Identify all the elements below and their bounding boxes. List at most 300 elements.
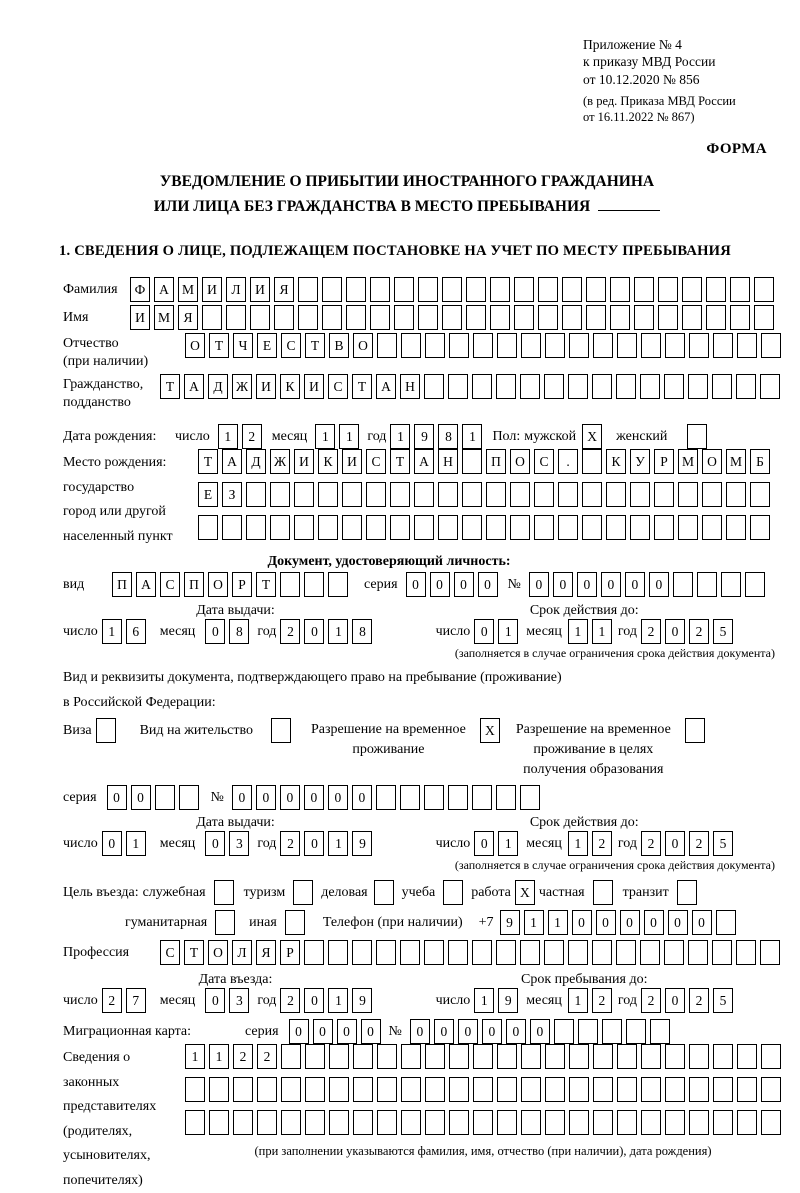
- form-cell[interactable]: [486, 482, 506, 507]
- form-cell[interactable]: 0: [205, 988, 225, 1013]
- form-cell[interactable]: М: [154, 305, 174, 330]
- form-cell[interactable]: Ф: [130, 277, 150, 302]
- form-cell[interactable]: [424, 940, 444, 965]
- form-cell[interactable]: [688, 374, 708, 399]
- form-cell[interactable]: [737, 1077, 757, 1102]
- form-cell[interactable]: 0: [352, 785, 372, 810]
- form-cell[interactable]: 3: [229, 831, 249, 856]
- form-cell[interactable]: [425, 1044, 445, 1069]
- form-cell[interactable]: 0: [434, 1019, 454, 1044]
- form-cell[interactable]: [682, 277, 702, 302]
- form-cell[interactable]: [274, 305, 294, 330]
- form-cell[interactable]: 0: [406, 572, 426, 597]
- form-cell[interactable]: 1: [462, 424, 482, 449]
- form-cell[interactable]: З: [222, 482, 242, 507]
- form-cell[interactable]: [737, 333, 757, 358]
- form-cell[interactable]: М: [726, 449, 746, 474]
- form-cell[interactable]: [377, 1044, 397, 1069]
- form-cell[interactable]: [209, 1110, 229, 1135]
- form-cell[interactable]: [730, 277, 750, 302]
- form-cell[interactable]: [418, 277, 438, 302]
- form-cell[interactable]: А: [222, 449, 242, 474]
- form-cell[interactable]: X: [480, 718, 500, 743]
- form-cell[interactable]: [473, 1077, 493, 1102]
- form-cell[interactable]: [568, 374, 588, 399]
- form-cell[interactable]: [713, 1044, 733, 1069]
- form-cell[interactable]: [654, 515, 674, 540]
- form-cell[interactable]: [677, 880, 697, 905]
- form-cell[interactable]: 0: [304, 831, 324, 856]
- form-cell[interactable]: [664, 374, 684, 399]
- form-cell[interactable]: 2: [280, 619, 300, 644]
- form-cell[interactable]: 1: [390, 424, 410, 449]
- form-cell[interactable]: [472, 785, 492, 810]
- form-cell[interactable]: [521, 1044, 541, 1069]
- form-cell[interactable]: А: [414, 449, 434, 474]
- form-cell[interactable]: [329, 1044, 349, 1069]
- form-cell[interactable]: [400, 785, 420, 810]
- form-cell[interactable]: 2: [592, 831, 612, 856]
- form-cell[interactable]: [592, 940, 612, 965]
- form-cell[interactable]: [745, 572, 765, 597]
- form-cell[interactable]: [610, 305, 630, 330]
- form-cell[interactable]: [593, 1110, 613, 1135]
- form-cell[interactable]: [538, 305, 558, 330]
- form-cell[interactable]: Н: [400, 374, 420, 399]
- form-cell[interactable]: [353, 1044, 373, 1069]
- form-cell[interactable]: 2: [280, 988, 300, 1013]
- form-cell[interactable]: [394, 277, 414, 302]
- form-cell[interactable]: [226, 305, 246, 330]
- form-cell[interactable]: [366, 482, 386, 507]
- form-cell[interactable]: 0: [665, 619, 685, 644]
- form-cell[interactable]: 8: [229, 619, 249, 644]
- form-cell[interactable]: [593, 333, 613, 358]
- form-cell[interactable]: [569, 1044, 589, 1069]
- form-cell[interactable]: Т: [256, 572, 276, 597]
- form-cell[interactable]: С: [160, 572, 180, 597]
- form-cell[interactable]: [568, 940, 588, 965]
- form-cell[interactable]: 1: [102, 619, 122, 644]
- form-cell[interactable]: 0: [361, 1019, 381, 1044]
- form-cell[interactable]: [558, 482, 578, 507]
- form-cell[interactable]: 1: [498, 619, 518, 644]
- form-cell[interactable]: 0: [289, 1019, 309, 1044]
- form-cell[interactable]: [270, 482, 290, 507]
- form-cell[interactable]: А: [184, 374, 204, 399]
- form-cell[interactable]: [689, 333, 709, 358]
- form-cell[interactable]: [281, 1077, 301, 1102]
- form-cell[interactable]: [449, 1044, 469, 1069]
- form-cell[interactable]: [418, 305, 438, 330]
- form-cell[interactable]: [582, 482, 602, 507]
- form-cell[interactable]: [370, 277, 390, 302]
- form-cell[interactable]: 0: [529, 572, 549, 597]
- form-cell[interactable]: [304, 572, 324, 597]
- form-cell[interactable]: 0: [474, 831, 494, 856]
- form-cell[interactable]: [490, 277, 510, 302]
- form-cell[interactable]: [641, 1110, 661, 1135]
- form-cell[interactable]: 0: [572, 910, 592, 935]
- form-cell[interactable]: [209, 1077, 229, 1102]
- form-cell[interactable]: [654, 482, 674, 507]
- form-cell[interactable]: 1: [568, 619, 588, 644]
- form-cell[interactable]: 2: [641, 988, 661, 1013]
- form-cell[interactable]: [658, 305, 678, 330]
- form-cell[interactable]: [593, 1077, 613, 1102]
- form-cell[interactable]: [678, 482, 698, 507]
- form-cell[interactable]: [706, 305, 726, 330]
- form-cell[interactable]: [673, 572, 693, 597]
- form-cell[interactable]: [281, 1110, 301, 1135]
- form-cell[interactable]: [545, 1077, 565, 1102]
- form-cell[interactable]: 1: [548, 910, 568, 935]
- form-cell[interactable]: [544, 374, 564, 399]
- form-cell[interactable]: [425, 1110, 445, 1135]
- form-cell[interactable]: Я: [178, 305, 198, 330]
- form-cell[interactable]: [713, 333, 733, 358]
- form-cell[interactable]: [304, 940, 324, 965]
- form-cell[interactable]: [545, 333, 565, 358]
- form-cell[interactable]: [610, 277, 630, 302]
- form-cell[interactable]: 0: [131, 785, 151, 810]
- form-cell[interactable]: С: [160, 940, 180, 965]
- form-cell[interactable]: [377, 1110, 397, 1135]
- form-cell[interactable]: 0: [478, 572, 498, 597]
- form-cell[interactable]: [760, 940, 780, 965]
- form-cell[interactable]: 0: [474, 619, 494, 644]
- form-cell[interactable]: [689, 1044, 709, 1069]
- form-cell[interactable]: [449, 333, 469, 358]
- form-cell[interactable]: [424, 785, 444, 810]
- form-cell[interactable]: О: [353, 333, 373, 358]
- form-cell[interactable]: [544, 940, 564, 965]
- form-cell[interactable]: 0: [665, 831, 685, 856]
- form-cell[interactable]: [329, 1110, 349, 1135]
- form-cell[interactable]: [424, 374, 444, 399]
- form-cell[interactable]: 0: [668, 910, 688, 935]
- form-cell[interactable]: О: [208, 572, 228, 597]
- form-cell[interactable]: 0: [107, 785, 127, 810]
- form-cell[interactable]: [510, 482, 530, 507]
- form-cell[interactable]: [716, 910, 736, 935]
- form-cell[interactable]: [582, 515, 602, 540]
- form-cell[interactable]: [737, 1110, 757, 1135]
- form-cell[interactable]: [298, 305, 318, 330]
- form-cell[interactable]: [490, 305, 510, 330]
- form-cell[interactable]: И: [130, 305, 150, 330]
- form-cell[interactable]: И: [304, 374, 324, 399]
- form-cell[interactable]: 2: [257, 1044, 277, 1069]
- form-cell[interactable]: [400, 940, 420, 965]
- form-cell[interactable]: [712, 374, 732, 399]
- form-cell[interactable]: [442, 305, 462, 330]
- form-cell[interactable]: [634, 277, 654, 302]
- form-cell[interactable]: 0: [102, 831, 122, 856]
- form-cell[interactable]: [448, 785, 468, 810]
- form-cell[interactable]: Е: [198, 482, 218, 507]
- form-cell[interactable]: 2: [689, 619, 709, 644]
- form-cell[interactable]: С: [328, 374, 348, 399]
- form-cell[interactable]: Т: [390, 449, 410, 474]
- form-cell[interactable]: [521, 1110, 541, 1135]
- form-cell[interactable]: 8: [352, 619, 372, 644]
- form-cell[interactable]: 2: [280, 831, 300, 856]
- form-cell[interactable]: [617, 1077, 637, 1102]
- form-cell[interactable]: Л: [232, 940, 252, 965]
- form-cell[interactable]: [665, 333, 685, 358]
- form-cell[interactable]: [602, 1019, 622, 1044]
- form-cell[interactable]: Т: [352, 374, 372, 399]
- form-cell[interactable]: [606, 482, 626, 507]
- form-cell[interactable]: 8: [438, 424, 458, 449]
- form-cell[interactable]: 9: [352, 988, 372, 1013]
- form-cell[interactable]: Н: [438, 449, 458, 474]
- form-cell[interactable]: 2: [242, 424, 262, 449]
- form-cell[interactable]: 1: [474, 988, 494, 1013]
- form-cell[interactable]: [233, 1077, 253, 1102]
- form-cell[interactable]: 2: [641, 831, 661, 856]
- form-cell[interactable]: [271, 718, 291, 743]
- form-cell[interactable]: [682, 305, 702, 330]
- form-cell[interactable]: [298, 277, 318, 302]
- form-cell[interactable]: [293, 880, 313, 905]
- form-cell[interactable]: М: [678, 449, 698, 474]
- form-cell[interactable]: 1: [328, 831, 348, 856]
- form-cell[interactable]: Л: [226, 277, 246, 302]
- form-cell[interactable]: В: [329, 333, 349, 358]
- form-cell[interactable]: Р: [232, 572, 252, 597]
- form-cell[interactable]: [593, 1044, 613, 1069]
- form-cell[interactable]: [664, 940, 684, 965]
- form-cell[interactable]: [617, 1110, 637, 1135]
- form-cell[interactable]: [520, 940, 540, 965]
- form-cell[interactable]: [510, 515, 530, 540]
- form-cell[interactable]: 0: [644, 910, 664, 935]
- form-cell[interactable]: 5: [713, 988, 733, 1013]
- form-cell[interactable]: Р: [654, 449, 674, 474]
- form-cell[interactable]: [346, 277, 366, 302]
- form-cell[interactable]: 2: [102, 988, 122, 1013]
- form-cell[interactable]: [329, 1077, 349, 1102]
- form-cell[interactable]: Д: [208, 374, 228, 399]
- form-cell[interactable]: [414, 515, 434, 540]
- form-cell[interactable]: [569, 1110, 589, 1135]
- form-cell[interactable]: [155, 785, 175, 810]
- form-cell[interactable]: [496, 785, 516, 810]
- form-cell[interactable]: [374, 880, 394, 905]
- form-cell[interactable]: А: [136, 572, 156, 597]
- form-cell[interactable]: [270, 515, 290, 540]
- form-cell[interactable]: 6: [126, 619, 146, 644]
- form-cell[interactable]: [750, 515, 770, 540]
- form-cell[interactable]: [761, 1077, 781, 1102]
- form-cell[interactable]: 0: [601, 572, 621, 597]
- form-cell[interactable]: [702, 482, 722, 507]
- form-cell[interactable]: [689, 1077, 709, 1102]
- form-cell[interactable]: О: [702, 449, 722, 474]
- form-cell[interactable]: Т: [198, 449, 218, 474]
- form-cell[interactable]: [658, 277, 678, 302]
- form-cell[interactable]: [641, 333, 661, 358]
- form-cell[interactable]: [486, 515, 506, 540]
- form-cell[interactable]: [401, 1110, 421, 1135]
- form-cell[interactable]: К: [318, 449, 338, 474]
- form-cell[interactable]: [617, 333, 637, 358]
- form-cell[interactable]: 5: [713, 831, 733, 856]
- form-cell[interactable]: П: [486, 449, 506, 474]
- form-cell[interactable]: О: [510, 449, 530, 474]
- form-cell[interactable]: [578, 1019, 598, 1044]
- form-cell[interactable]: [634, 305, 654, 330]
- form-cell[interactable]: 1: [209, 1044, 229, 1069]
- form-cell[interactable]: [202, 305, 222, 330]
- form-cell[interactable]: [449, 1077, 469, 1102]
- form-cell[interactable]: 3: [229, 988, 249, 1013]
- form-cell[interactable]: 5: [713, 619, 733, 644]
- form-cell[interactable]: Р: [280, 940, 300, 965]
- form-cell[interactable]: [593, 880, 613, 905]
- form-cell[interactable]: [514, 305, 534, 330]
- form-cell[interactable]: [582, 449, 602, 474]
- form-cell[interactable]: [687, 424, 707, 449]
- form-cell[interactable]: [401, 1044, 421, 1069]
- form-cell[interactable]: Ж: [270, 449, 290, 474]
- form-cell[interactable]: [246, 482, 266, 507]
- form-cell[interactable]: [462, 515, 482, 540]
- form-cell[interactable]: [401, 333, 421, 358]
- form-cell[interactable]: [586, 277, 606, 302]
- form-cell[interactable]: 7: [126, 988, 146, 1013]
- form-cell[interactable]: 0: [304, 785, 324, 810]
- form-cell[interactable]: [497, 333, 517, 358]
- form-cell[interactable]: 0: [506, 1019, 526, 1044]
- form-cell[interactable]: [448, 374, 468, 399]
- form-cell[interactable]: [222, 515, 242, 540]
- form-cell[interactable]: [462, 482, 482, 507]
- form-cell[interactable]: 1: [328, 988, 348, 1013]
- form-cell[interactable]: П: [112, 572, 132, 597]
- form-cell[interactable]: [442, 277, 462, 302]
- form-cell[interactable]: К: [280, 374, 300, 399]
- form-cell[interactable]: [425, 333, 445, 358]
- form-cell[interactable]: 0: [530, 1019, 550, 1044]
- form-cell[interactable]: [280, 572, 300, 597]
- form-cell[interactable]: [545, 1110, 565, 1135]
- form-cell[interactable]: [376, 940, 396, 965]
- form-cell[interactable]: [214, 880, 234, 905]
- form-cell[interactable]: 2: [233, 1044, 253, 1069]
- form-cell[interactable]: [377, 1077, 397, 1102]
- form-cell[interactable]: [305, 1110, 325, 1135]
- form-cell[interactable]: [257, 1077, 277, 1102]
- form-cell[interactable]: 0: [596, 910, 616, 935]
- form-cell[interactable]: 0: [205, 831, 225, 856]
- form-cell[interactable]: [616, 940, 636, 965]
- form-cell[interactable]: Т: [305, 333, 325, 358]
- form-cell[interactable]: [721, 572, 741, 597]
- form-cell[interactable]: 1: [568, 831, 588, 856]
- form-cell[interactable]: 0: [304, 988, 324, 1013]
- form-cell[interactable]: [616, 374, 636, 399]
- form-cell[interactable]: [688, 940, 708, 965]
- form-cell[interactable]: 0: [280, 785, 300, 810]
- form-cell[interactable]: [281, 1044, 301, 1069]
- form-cell[interactable]: [294, 515, 314, 540]
- form-cell[interactable]: [641, 1044, 661, 1069]
- form-cell[interactable]: [473, 1044, 493, 1069]
- form-cell[interactable]: [514, 277, 534, 302]
- form-cell[interactable]: [233, 1110, 253, 1135]
- form-cell[interactable]: [630, 482, 650, 507]
- form-cell[interactable]: [534, 482, 554, 507]
- form-cell[interactable]: [650, 1019, 670, 1044]
- form-cell[interactable]: [353, 1110, 373, 1135]
- form-cell[interactable]: [390, 515, 410, 540]
- form-cell[interactable]: 0: [304, 619, 324, 644]
- form-cell[interactable]: [640, 940, 660, 965]
- form-cell[interactable]: [472, 374, 492, 399]
- form-cell[interactable]: [322, 305, 342, 330]
- form-cell[interactable]: [449, 1110, 469, 1135]
- form-cell[interactable]: [366, 515, 386, 540]
- form-cell[interactable]: А: [376, 374, 396, 399]
- form-cell[interactable]: [730, 305, 750, 330]
- form-cell[interactable]: 0: [328, 785, 348, 810]
- form-cell[interactable]: [665, 1044, 685, 1069]
- form-cell[interactable]: 1: [218, 424, 238, 449]
- form-cell[interactable]: [641, 1077, 661, 1102]
- form-cell[interactable]: [586, 305, 606, 330]
- form-cell[interactable]: 0: [665, 988, 685, 1013]
- form-cell[interactable]: [726, 515, 746, 540]
- form-cell[interactable]: [569, 333, 589, 358]
- form-cell[interactable]: 0: [482, 1019, 502, 1044]
- form-cell[interactable]: Ч: [233, 333, 253, 358]
- form-cell[interactable]: .: [558, 449, 578, 474]
- form-cell[interactable]: [562, 277, 582, 302]
- form-cell[interactable]: С: [534, 449, 554, 474]
- form-cell[interactable]: [545, 1044, 565, 1069]
- form-cell[interactable]: [706, 277, 726, 302]
- form-cell[interactable]: [520, 374, 540, 399]
- form-cell[interactable]: [713, 1077, 733, 1102]
- form-cell[interactable]: И: [256, 374, 276, 399]
- form-cell[interactable]: [521, 333, 541, 358]
- form-cell[interactable]: 0: [458, 1019, 478, 1044]
- form-cell[interactable]: X: [515, 880, 535, 905]
- form-cell[interactable]: [520, 785, 540, 810]
- form-cell[interactable]: [497, 1044, 517, 1069]
- form-cell[interactable]: 0: [430, 572, 450, 597]
- form-cell[interactable]: [750, 482, 770, 507]
- form-cell[interactable]: [736, 374, 756, 399]
- form-cell[interactable]: 0: [649, 572, 669, 597]
- form-cell[interactable]: 0: [577, 572, 597, 597]
- form-cell[interactable]: [390, 482, 410, 507]
- form-cell[interactable]: [246, 515, 266, 540]
- form-cell[interactable]: [179, 785, 199, 810]
- form-cell[interactable]: 1: [339, 424, 359, 449]
- form-cell[interactable]: П: [184, 572, 204, 597]
- form-cell[interactable]: [497, 1110, 517, 1135]
- form-cell[interactable]: У: [630, 449, 650, 474]
- form-cell[interactable]: [185, 1110, 205, 1135]
- form-cell[interactable]: Б: [750, 449, 770, 474]
- form-cell[interactable]: [538, 277, 558, 302]
- form-cell[interactable]: [761, 1110, 781, 1135]
- form-cell[interactable]: 1: [328, 619, 348, 644]
